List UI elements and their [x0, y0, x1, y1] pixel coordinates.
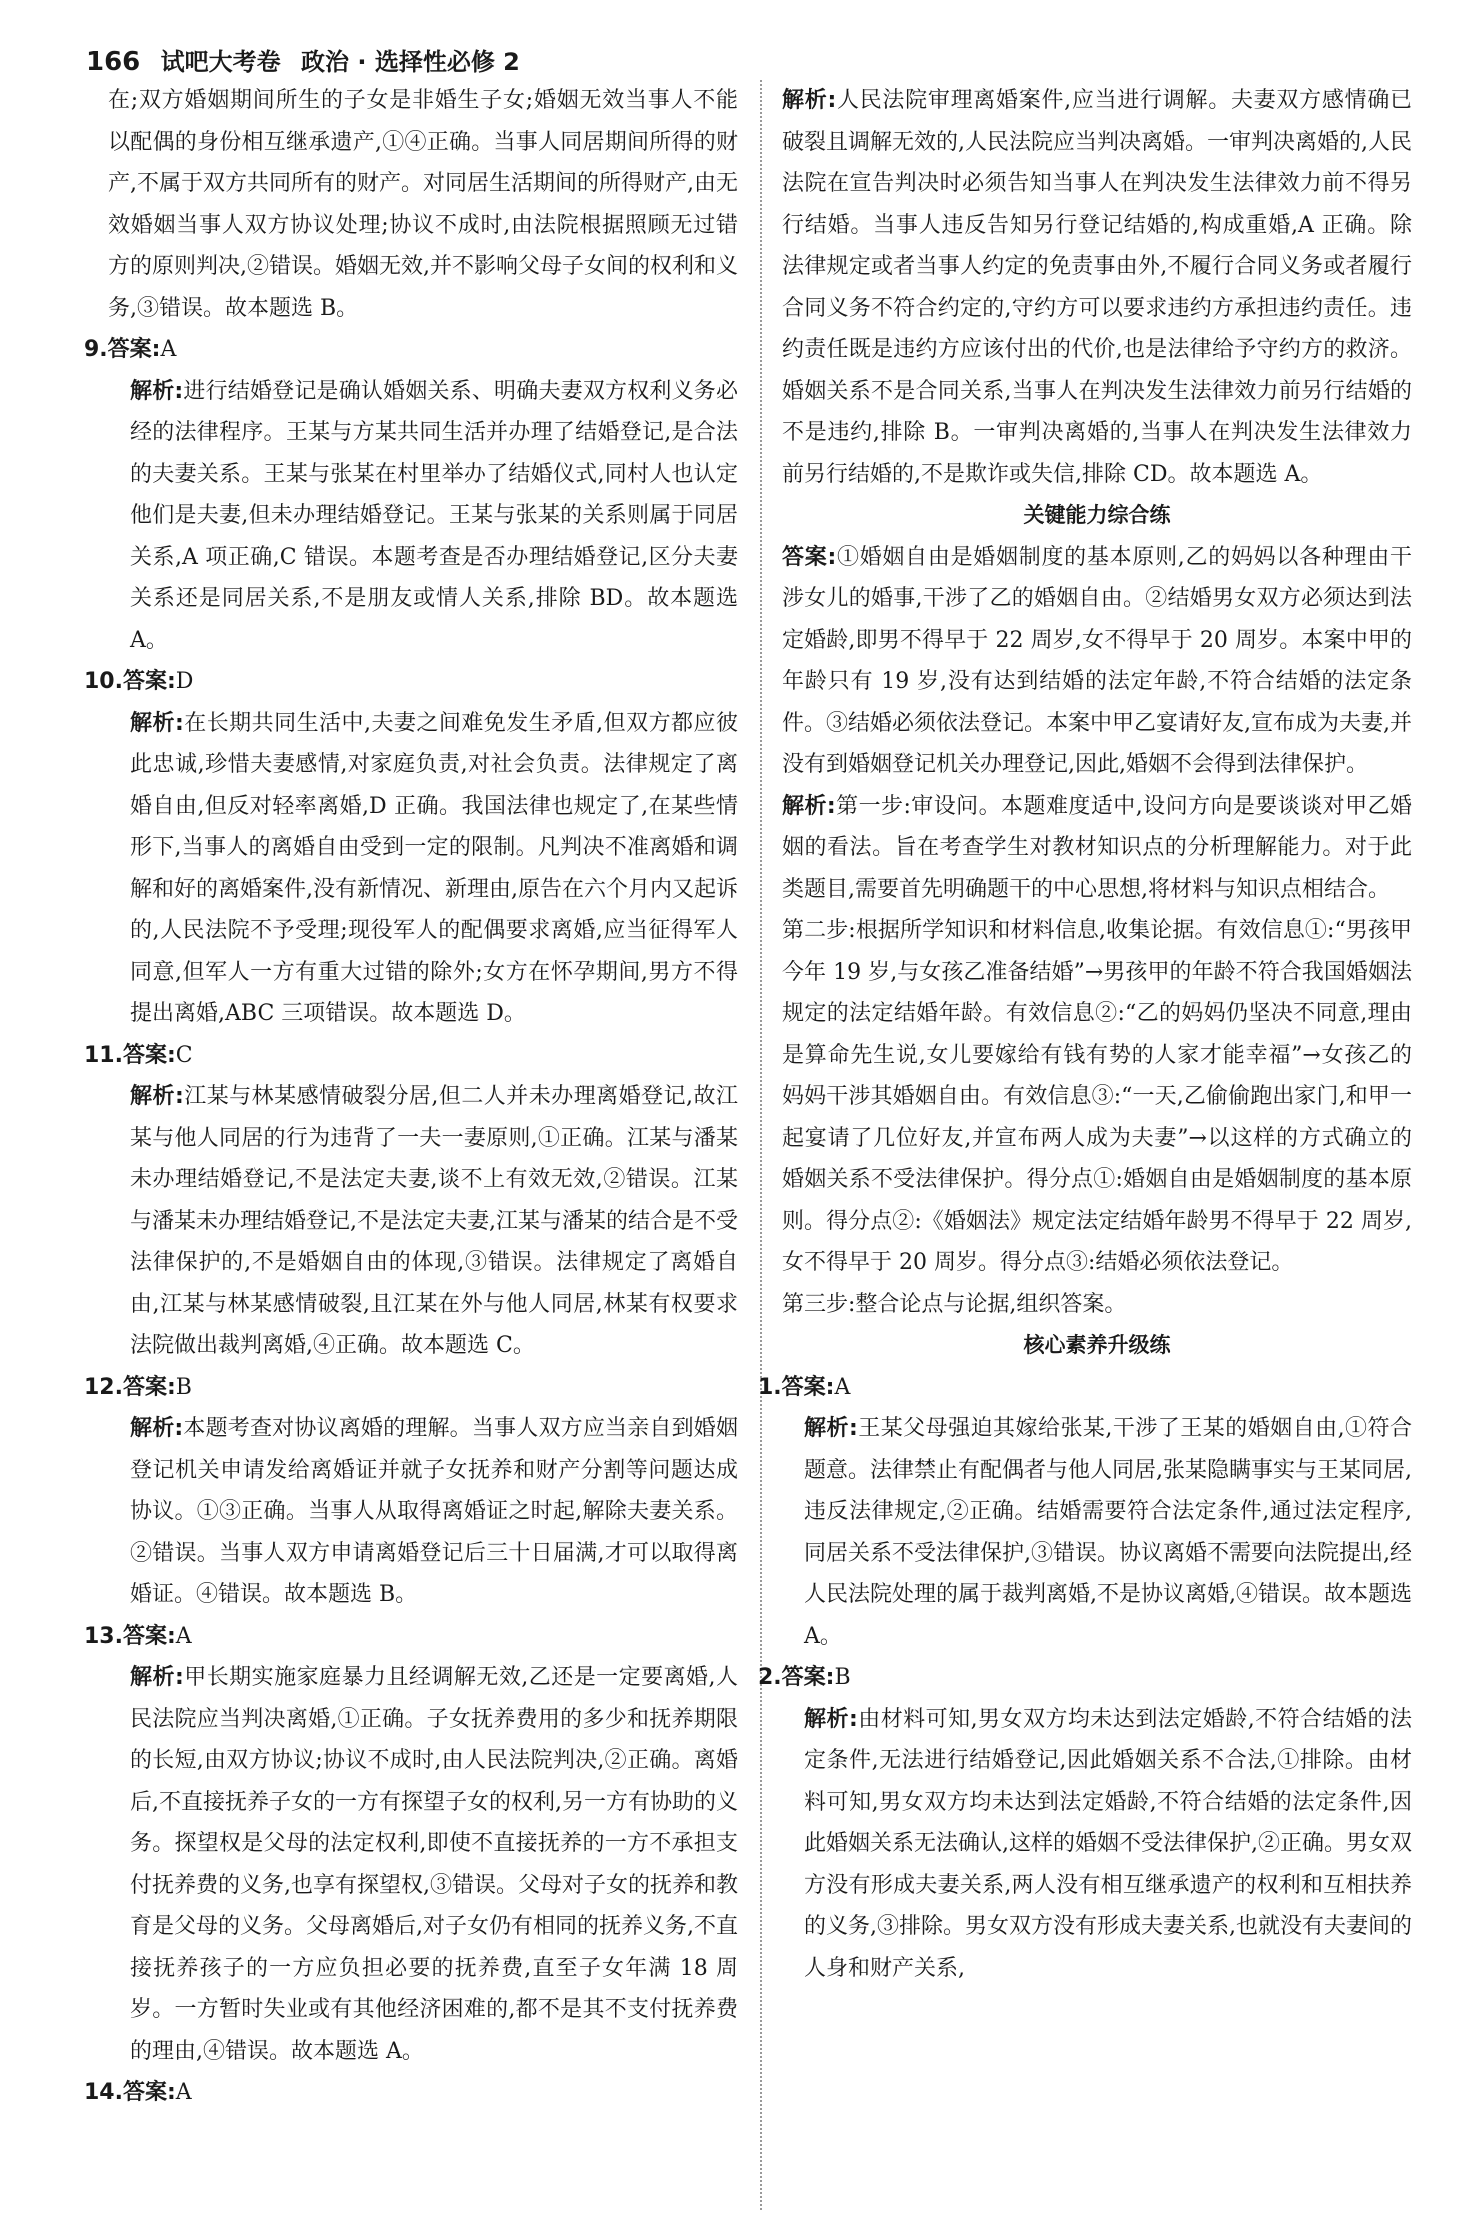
- q14-explanation: 解析:人民法院审理离婚案件,应当进行调解。夫妻双方感情确已破裂且调解无效的,人民法院应当判决离婚。一审判决离婚的,人民法院在宣告判决时必须告知当事人在判决发生法律效力前不得另行结婚。当事人违反告知另行登记结婚的,构成重婚,A 正确。除法律规定或者当事人约定的免责事由外,不履行合同义务或者履行合同义务不符合约定的,守约方可以要求违约方承担违约责任。违约责任既是违约方应该付出的代价,也是法律给予守约方的救济。婚姻关系不是合同关系,当事人在判决发生法律效力前另行结婚的不是违约,排除 B。一审判决离婚的,当事人在判决发生法律效力前另行结婚的,不是欺诈或失信,排除 CD。故本题选 A。: [782, 88, 1412, 487]
- book-title: 试吧大考卷: [160, 48, 281, 76]
- q11-answer: 11.答案:C: [84, 1042, 193, 1068]
- section-title-core-literacy: 核心素养升级练: [1023, 1333, 1171, 1357]
- subject-title: 政治 · 选择性必修 2: [301, 48, 520, 76]
- s2-q1-explanation: 解析:王某父母强迫其嫁给张某,干涉了王某的婚姻自由,①符合题意。法律禁止有配偶者与他人同居,张某隐瞒事实与王某同居,违反法律规定,②正确。结婚需要符合法定条件,通过法定程序,同居关系不受法律保护,③错误。协议离婚不需要向法院提出,经人民法院处理的属于裁判离婚,不是协议离婚,④错误。故本题选 A。: [804, 1416, 1412, 1649]
- column-divider: [760, 80, 762, 2210]
- s2-q2-answer: 2.答案:B: [758, 1665, 851, 1690]
- q12-explanation: 解析:本题考查对协议离婚的理解。当事人双方应当亲自到婚姻登记机关申请发给离婚证并就子女抚养和财产分割等问题达成协议。①③正确。当事人从取得离婚证之时起,解除夫妻关系。②错误。当事人双方申请离婚登记后三十日届满,才可以取得离婚证。④错误。故本题选 B。: [130, 1416, 738, 1607]
- s2-q1-answer: 1.答案:A: [758, 1374, 851, 1400]
- left-column: [84, 80, 738, 2114]
- q10-answer: 10.答案:D: [84, 669, 194, 694]
- q13-explanation: 解析:甲长期实施家庭暴力且经调解无效,乙还是一定要离婚,人民法院应当判决离婚,①正确。子女抚养费用的多少和抚养期限的长短,由双方协议;协议不成时,由人民法院判决,②正确。离婚后,不直接抚养子女的一方有探望子女的权利,另一方有协助的义务。探望权是父母的法定权利,即使不直接抚养的一方不承担支付抚养费的义务,也享有探望权,③错误。父母对子女的抚养和教育是父母的义务。父母离婚后,对子女仍有相同的抚养义务,不直接抚养孩子的一方应负担必要的抚养费,直至子女年满 18 周岁。一方暂时失业或有其他经济困难的,都不是其不支付抚养费的理由,④错误。故本题选 A。: [130, 1665, 738, 2064]
- q8-explanation-continued: 在;双方婚姻期间所生的子女是非婚生子女;婚姻无效当事人不能以配偶的身份相互继承遗产,①④正确。当事人同居期间所得的财产,不属于双方共同所有的财产。对同居生活期间的所得财产,由无效婚姻当事人双方协议处理;协议不成时,由法院根据照顾无过错方的原则判决,②错误。婚姻无效,并不影响父母子女间的权利和义务,③错误。故本题选 B。: [108, 88, 738, 321]
- page-header: [86, 42, 532, 77]
- section1-explanation-step1: 解析:第一步:审设问。本题难度适中,设问方向是要谈谈对甲乙婚姻的看法。旨在考查学生对教材知识点的分析理解能力。对于此类题目,需要首先明确题干的中心思想,将材料与知识点相结合。: [782, 793, 1412, 902]
- q9-explanation: 解析:进行结婚登记是确认婚姻关系、明确夫妻双方权利义务必经的法律程序。王某与方某共同生活并办理了结婚登记,是合法的夫妻关系。王某与张某在村里举办了结婚仪式,同村人也认定他们是夫妻,但未办理结婚登记。王某与张某的关系则属于同居关系,A 项正确,C 错误。本题考查是否办理结婚登记,区分夫妻关系还是同居关系,不是朋友或情人关系,排除 BD。故本题选 A。: [130, 378, 738, 653]
- q9-answer: 9.答案:A: [84, 337, 177, 362]
- section1-explanation-step2: 第二步:根据所学知识和材料信息,收集论据。有效信息①:“男孩甲今年 19 岁,与女孩乙准备结婚”→男孩甲的年龄不符合我国婚姻法规定的法定结婚年龄。有效信息②:“乙的妈妈仍坚决不同意,理由是算命先生说,女儿要嫁给有钱有势的人家才能幸福”→女孩乙的妈妈干涉其婚姻自由。有效信息③:“一天,乙偷偷跑出家门,和甲一起宴请了几位好友,并宣布两人成为夫妻”→以这样的方式确立的婚姻关系不受法律保护。得分点①:婚姻自由是婚姻制度的基本原则。得分点②:《婚姻法》规定法定结婚年龄男不得早于 22 周岁,女不得早于 20 周岁。得分点③:结婚必须依法登记。: [782, 918, 1412, 1275]
- section1-explanation-step3: 第三步:整合论点与论据,组织答案。: [782, 1291, 1127, 1317]
- q13-answer: 13.答案:A: [84, 1623, 192, 1649]
- q10-explanation: 解析:在长期共同生活中,夫妻之间难免发生矛盾,但双方都应彼此忠诚,珍惜夫妻感情,对家庭负责,对社会负责。法律规定了离婚自由,但反对轻率离婚,D 正确。我国法律也规定了,在某些情形下,当事人的离婚自由受到一定的限制。凡判决不准离婚和调解和好的离婚案件,没有新情况、新理由,原告在六个月内又起诉的,人民法院不予受理;现役军人的配偶要求离婚,应当征得军人同意,但军人一方有重大过错的除外;女方在怀孕期间,男方不得提出离婚,ABC 三项错误。故本题选 D。: [130, 710, 738, 1026]
- section-title-key-ability: 关键能力综合练: [1023, 503, 1171, 527]
- page-number: 166: [86, 47, 141, 77]
- q14-answer: 14.答案:A: [84, 2080, 192, 2105]
- q11-explanation: 解析:江某与林某感情破裂分居,但二人并未办理离婚登记,故江某与他人同居的行为违背了一夫一妻原则,①正确。江某与潘某未办理结婚登记,不是法定夫妻,谈不上有效无效,②错误。江某与潘某未办理结婚登记,不是法定夫妻,江某与潘某的结合是不受法律保护的,不是婚姻自由的体现,③错误。法律规定了离婚自由,江某与林某感情破裂,且江某在外与他人同居,林某有权要求法院做出裁判离婚,④正确。故本题选 C。: [130, 1084, 738, 1358]
- s2-q2-explanation: 解析:由材料可知,男女双方均未达到法定婚龄,不符合结婚的法定条件,无法进行结婚登记,因此婚姻关系不合法,①排除。由材料可知,男女双方均未达到法定婚龄,不符合结婚的法定条件,因此婚姻关系无法确认,这样的婚姻不受法律保护,②正确。男女双方没有形成夫妻关系,两人没有相互继承遗产的权利和互相扶养的义务,③排除。男女双方没有形成夫妻关系,也就没有夫妻间的人身和财产关系,: [804, 1706, 1412, 1981]
- q12-answer: 12.答案:B: [84, 1374, 192, 1400]
- section1-answer: 答案:①婚姻自由是婚姻制度的基本原则,乙的妈妈以各种理由干涉女儿的婚事,干涉了乙的婚姻自由。②结婚男女双方必须达到法定婚龄,即男不得早于 22 周岁,女不得早于 20 周岁。本案中甲的年龄只有 19 岁,没有达到结婚的法定年龄,不符合结婚的法定条件。③结婚必须依法登记。本案中甲乙宴请好友,宣布成为夫妻,并没有到婚姻登记机关办理登记,因此,婚姻不会得到法律保护。: [782, 544, 1412, 777]
- right-column: [758, 80, 1412, 1989]
